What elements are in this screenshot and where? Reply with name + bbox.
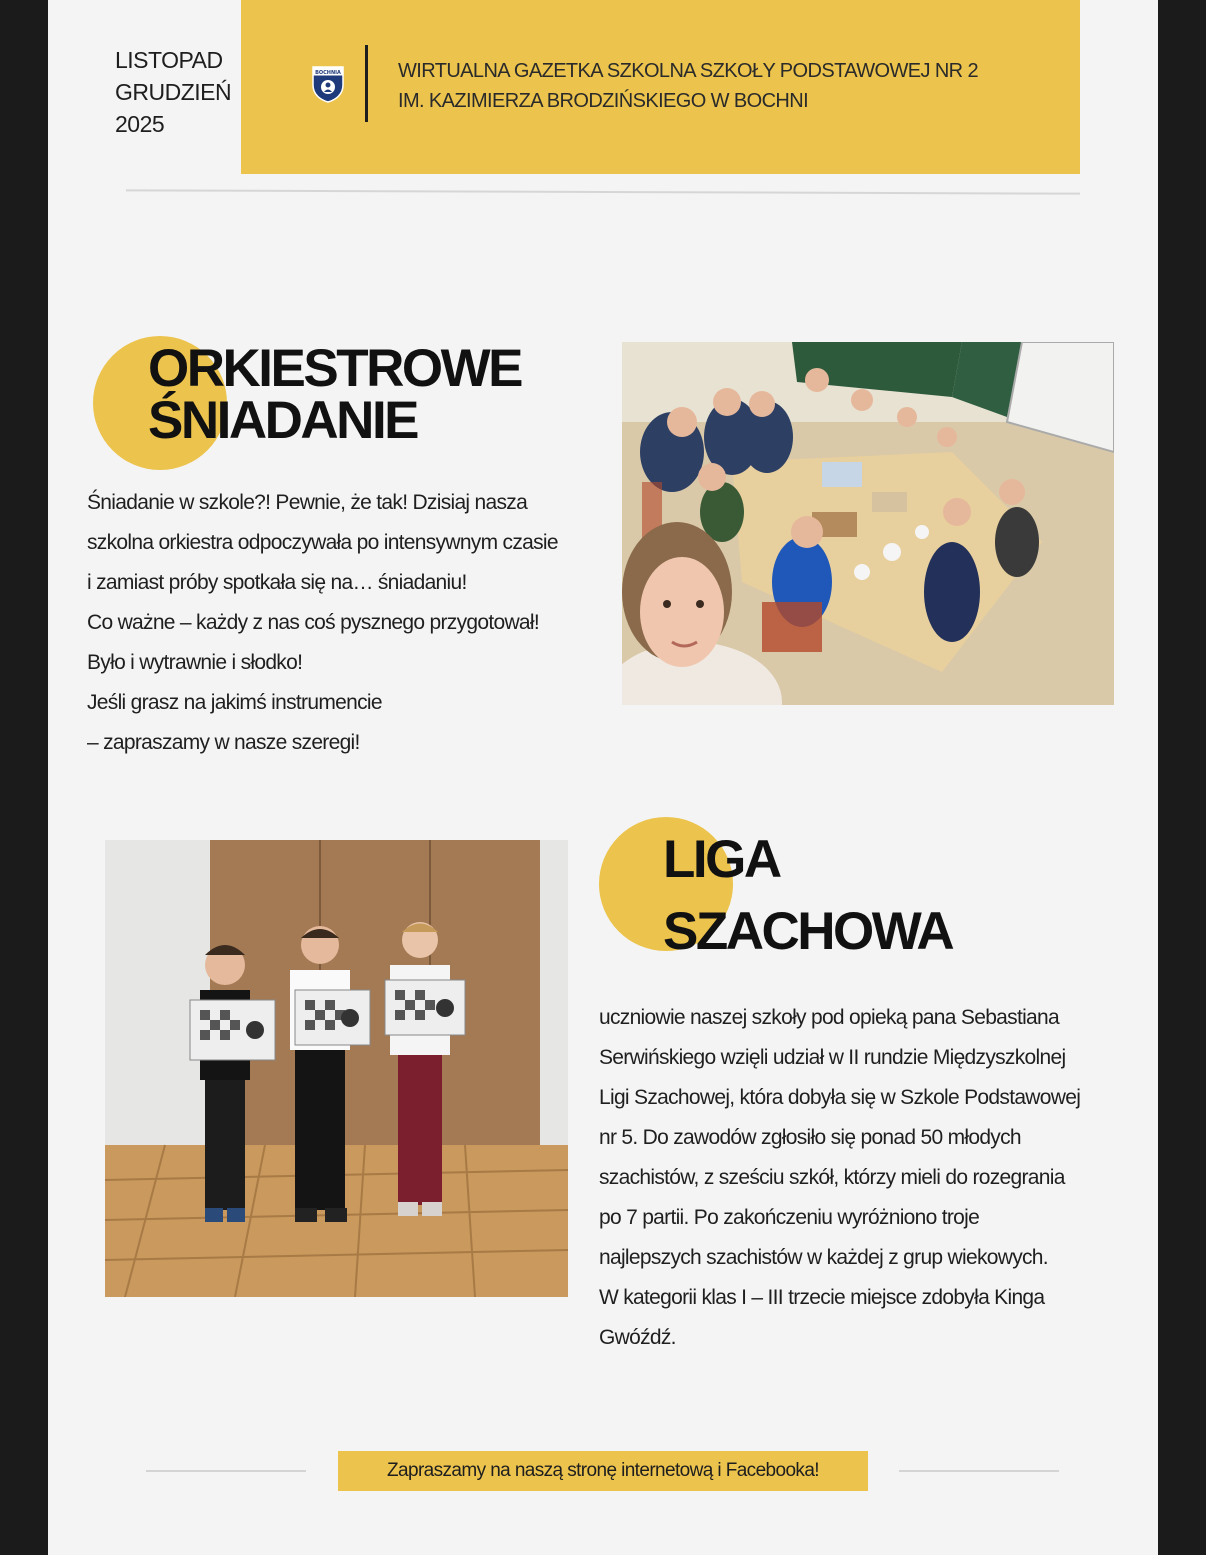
body-line: Śniadanie w szkole?! Pewnie, że tak! Dzisiaj nasza <box>87 491 528 514</box>
article-title-line: SZACHOWA <box>663 902 953 961</box>
body-line: Jeśli grasz na jakimś instrumencie <box>87 691 382 714</box>
body-line: – zapraszamy w nasze szeregi! <box>87 731 360 754</box>
article-title-line: ORKIESTROWE <box>148 339 521 398</box>
article-body-chess <box>599 998 1119 1358</box>
header-rule <box>126 189 1080 194</box>
issue-date-month-2: GRUDZIEŃ <box>115 79 232 105</box>
school-crest-icon <box>311 65 345 103</box>
newsletter-title-line-1: WIRTUALNA GAZETKA SZKOLNA SZKOŁY PODSTAWOWEJ NR 2 <box>398 60 978 82</box>
body-line: nr 5. Do zawodów zgłosiło się ponad 50 młodych <box>599 1126 1021 1149</box>
body-line: po 7 partii. Po zakończeniu wyróżniono troje <box>599 1206 980 1229</box>
body-line: najlepszych szachistów w każdej z grup wiekowych. <box>599 1246 1048 1269</box>
body-line: Co ważne – każdy z nas coś pysznego przygotował! <box>87 611 539 634</box>
body-line: szkolna orkiestra odpoczywała po intensywnym czasie <box>87 531 558 554</box>
body-line: i zamiast próby spotkała się na… śniadaniu! <box>87 571 467 594</box>
article-title-chess <box>663 824 952 968</box>
crest-label: BOCHNIA <box>315 70 341 76</box>
body-line: W kategorii klas I – III trzecie miejsce zdobyła Kinga <box>599 1286 1045 1309</box>
body-line: uczniowie naszej szkoły pod opieką pana Sebastiana <box>599 1006 1059 1029</box>
header-banner <box>241 0 1080 174</box>
footer-rule-right <box>899 1470 1059 1472</box>
body-line: Było i wytrawnie i słodko! <box>87 651 303 674</box>
issue-date-month-1: LISTOPAD <box>115 47 223 73</box>
issue-date-year: 2025 <box>115 111 165 137</box>
body-line: Gwóźdź. <box>599 1326 676 1349</box>
article-body-breakfast <box>87 483 607 763</box>
body-line: Ligi Szachowej, która dobyła się w Szkole Podstawowej <box>599 1086 1081 1109</box>
article-title-line: ŚNIADANIE <box>148 391 418 450</box>
header-divider <box>365 45 368 122</box>
body-line: Serwińskiego wzięli udział w II rundzie Międzyszkolnej <box>599 1046 1066 1069</box>
photo-chess-league <box>105 840 568 1297</box>
article-title-line: LIGA <box>663 830 780 889</box>
footer-rule-left <box>146 1470 306 1472</box>
newsletter-page <box>48 0 1158 1555</box>
newsletter-title <box>398 56 1048 116</box>
article-title-breakfast <box>148 339 521 450</box>
footer-cta-banner[interactable]: Zapraszamy na naszą stronę internetową i Facebooka! <box>338 1451 868 1491</box>
photo-orchestra-breakfast <box>622 342 1114 705</box>
newsletter-title-line-2: IM. KAZIMIERZA BRODZIŃSKIEGO W BOCHNI <box>398 90 809 112</box>
body-line: szachistów, z sześciu szkół, którzy mieli do rozegrania <box>599 1166 1065 1189</box>
